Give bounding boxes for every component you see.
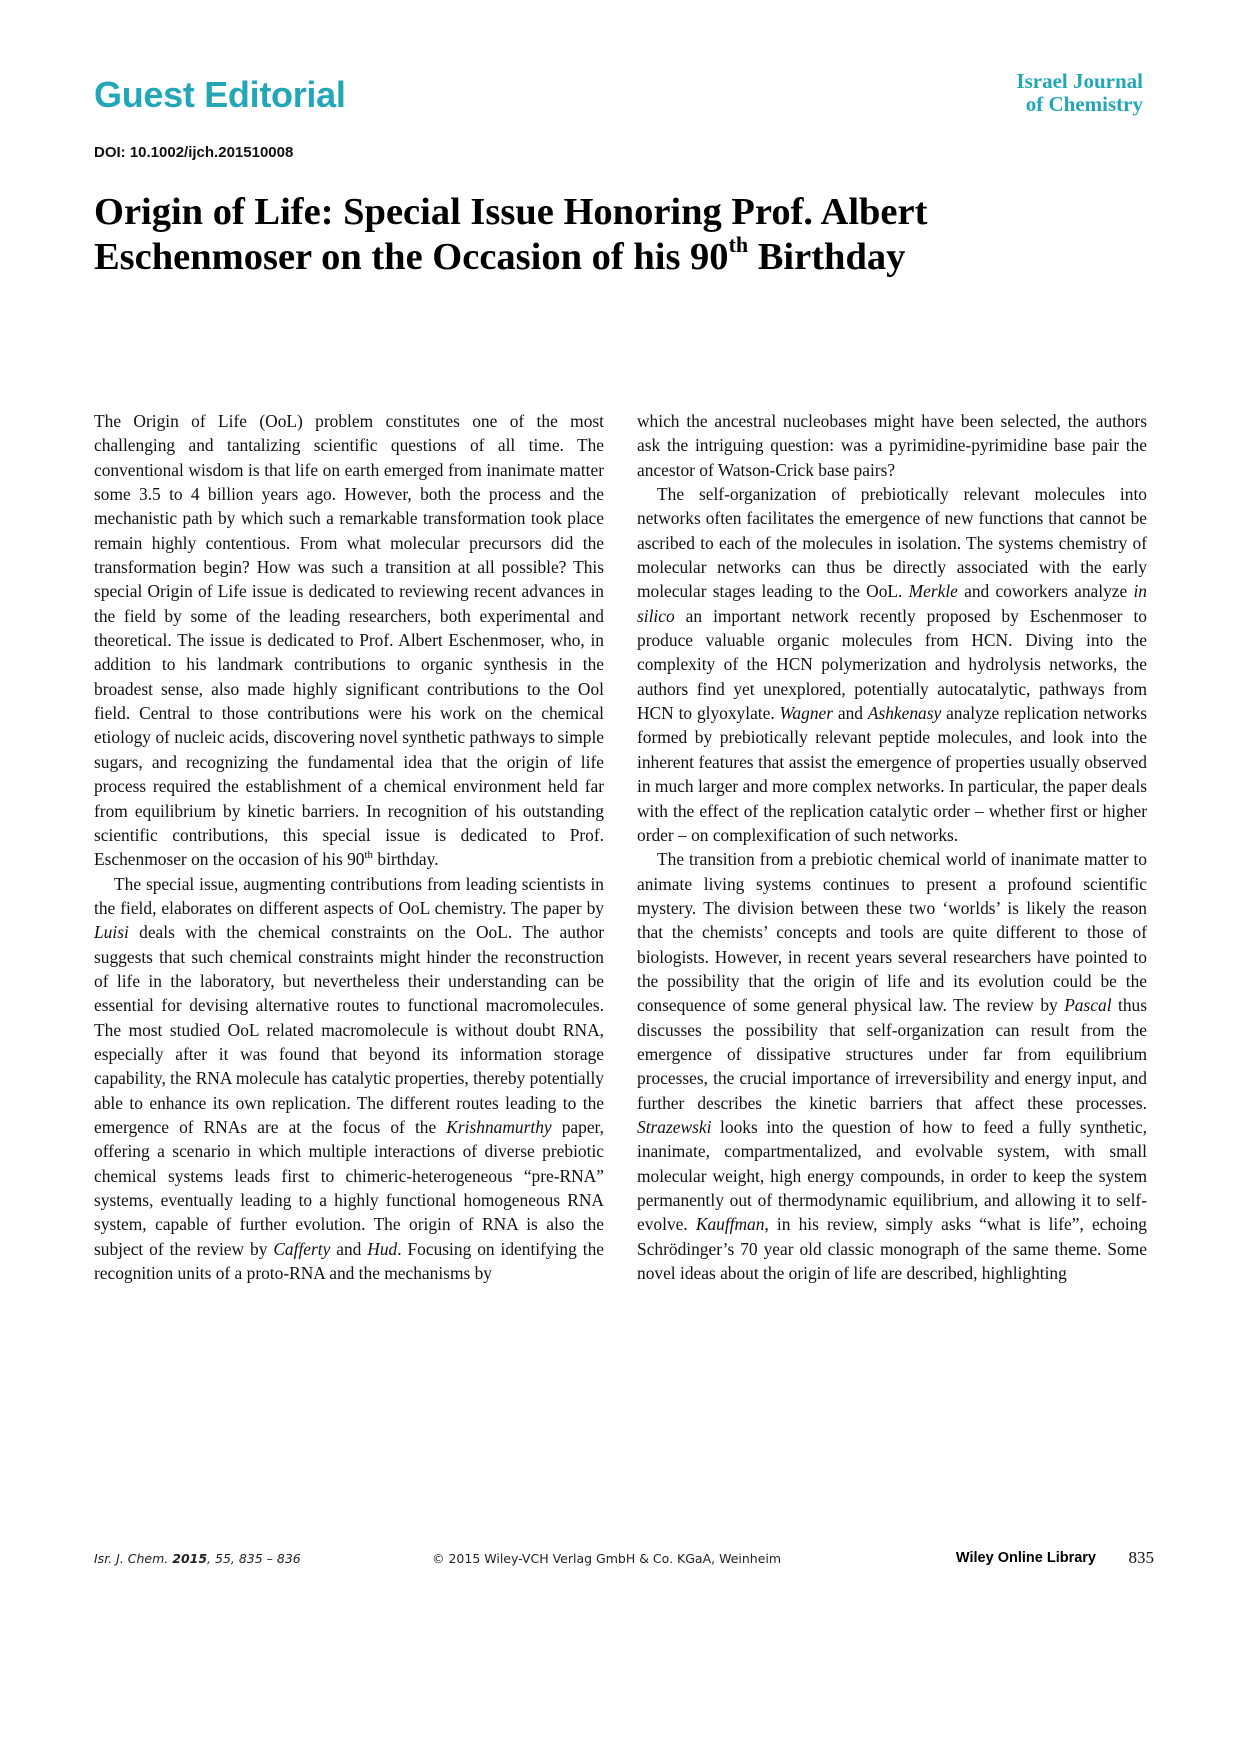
paragraph	[637, 847, 1147, 1285]
citation-pages: , 55, 835 – 836	[207, 1551, 301, 1566]
citation-year: 2015	[172, 1551, 208, 1566]
citation-text: Isr. J. Chem.	[94, 1551, 173, 1566]
journal-name	[1016, 70, 1143, 116]
text: paper, offering a scenario in which multiple interactions of diverse prebiotic chemical systems leads first to chimeric-heterogeneous “pre-RNA” systems, eventually leading to a highly functional homogeneous RNA system, capable of further evolution. The origin of RNA is also the subject of the review by	[94, 1116, 604, 1259]
article-title	[94, 190, 1154, 280]
text: an important network recently proposed by Eschenmoser to produce valuable organic molecules from HCN. Diving into the complexity of the HCN polymerization and hydrolysis networks, the authors find yet unexplored, potentially autocatalytic, pathways from HCN to glyoxylate.	[637, 605, 1147, 724]
author-name: Cafferty	[273, 1238, 331, 1259]
title-superscript: th	[728, 232, 749, 257]
paragraph	[94, 409, 604, 872]
text: The self-organization of prebiotically relevant molecules into networks often facilitates the emergence of new functions that cannot be ascribed to each of the molecules in isolation. The systems chemistry of molecular networks can thus be directly associated with the early molecular stages leading to the OoL.	[637, 484, 1147, 602]
page-footer	[94, 1548, 1154, 1573]
author-name: Kauffman	[695, 1214, 765, 1235]
superscript: th	[364, 849, 374, 862]
page-number: 835	[1128, 1548, 1154, 1567]
text: . Focusing on identifying the recognition units of a proto-RNA and the mechanisms by	[94, 1238, 604, 1284]
text: The transition from a prebiotic chemical world of inanimate matter to animate living systems continues to present a profound scientific mystery. The division between these two ‘worlds’ is likely the reason that the chemists’ concepts and tools are quite different to those of biologists. However, in recent years several researchers have pointed to the possibility that the origin of life and its evolution could be the consequence of some general physical law. The review by	[637, 849, 1147, 1016]
text: thus discusses the possibility that self-organization can result from the emergence of dissipative structures under far from equilibrium processes, the crucial importance of irreversibility and energy input, and further describes the kinetic barriers that affect these processes.	[637, 995, 1147, 1113]
title-text: Origin of Life: Special Issue Honoring Prof. Albert Eschenmoser on the Occasion of his 90	[94, 191, 928, 278]
paragraph	[94, 872, 604, 1286]
text: and coworkers analyze	[957, 581, 1134, 602]
copyright: © 2015 Wiley-VCH Verlag GmbH & Co. KGaA, Weinheim	[432, 1551, 782, 1566]
left-column	[94, 409, 604, 1285]
doi: DOI: 10.1002/ijch.201510008	[94, 144, 294, 161]
text: and	[330, 1238, 368, 1259]
author-name: Pascal	[1064, 995, 1112, 1016]
text: deals with the chemical constraints on the OoL. The author suggests that such chemical constraints might hinder the reconstruction of life in the laboratory, but nevertheless their understanding can be essential for devising alternative routes to functional macromolecules. The most studied OoL related macromolecule is without doubt RNA, especially after it was found that beyond its information storage capability, the RNA molecule has catalytic properties, thereby potentially able to enhance its own replication. The different routes leading to the emergence of RNAs are at the focus of the	[94, 922, 604, 1137]
journal-name-line2: of Chemistry	[1025, 92, 1143, 116]
italic-term: in silico	[637, 581, 1147, 626]
author-name: Hud	[367, 1238, 398, 1259]
author-name: Luisi	[94, 922, 129, 943]
paragraph: which the ancestral nucleobases might have been selected, the authors ask the intriguing question: was a pyrimidine-pyrimidine base pair the ancestor of Watson-Crick base pairs?	[637, 411, 1147, 480]
title-text-end: Birthday	[748, 236, 906, 278]
text: looks into the question of how to feed a fully synthetic, inanimate, compartmentalized, and evolvable system, with small molecular weight, high energy compounds, in order to keep the system permanently out of thermodynamic equilibrium, and allowing it to self-evolve.	[637, 1116, 1147, 1235]
wiley-library-logo: Wiley Online Library	[955, 1550, 1096, 1566]
author-name: Merkle	[908, 581, 958, 602]
author-name: Krishnamurthy	[446, 1116, 552, 1137]
text: The Origin of Life (OoL) problem constitutes one of the most challenging and tantalizing scientific questions of all time. The conventional wisdom is that life on earth emerged from inanimate matter some 3.5 to 4 billion years ago. However, both the process and the mechanistic path by which such a remarkable transformation took place remain highly contentious. From what molecular precursors did the transformation begin? How was such a transition at all possible? This special Origin of Life issue is dedicated to reviewing recent advances in the field by some of the leading researchers, both experimental and theoretical. The issue is dedicated to Prof. Albert Eschenmoser, who, in addition to his landmark contributions to organic synthesis in the broadest sense, also made highly significant contributions to the Ool field. Central to those contributions were his work on the chemical etiology of nucleic acids, discovering novel synthetic pathways to simple sugars, and recognizing the fundamental idea that the origin of life process required the establishment of a chemical environment held far from equilibrium by kinetic barriers. In recognition of his outstanding scientific contributions, this special issue is dedicated to Prof. Eschenmoser on the occasion of his 90	[94, 411, 604, 870]
section-label: Guest Editorial	[94, 74, 346, 115]
author-name: Ashkenasy	[867, 703, 942, 724]
text: analyze replication networks formed by prebiotically relevant peptide molecules, and look into the inherent features that assist the emergence of properties usually observed in much larger and more complex networks. In particular, the paper deals with the effect of the replication catalytic order – whether first or higher order – on complexification of such networks.	[637, 703, 1147, 845]
text: birthday.	[373, 849, 439, 870]
text: , in his review, simply asks “what is life”, echoing Schrödinger’s 70 year old classic monograph of the same theme. Some novel ideas about the origin of life are described, highlighting	[637, 1214, 1147, 1284]
citation	[94, 1551, 301, 1566]
text: and	[833, 703, 868, 724]
author-name: Strazewski	[637, 1116, 712, 1137]
journal-name-line1: Israel Journal	[1016, 69, 1143, 93]
text: The special issue, augmenting contributions from leading scientists in the field, elaborates on different aspects of OoL chemistry. The paper by	[94, 873, 604, 918]
author-name: Wagner	[779, 703, 834, 724]
right-column	[637, 409, 1147, 1285]
paragraph	[637, 482, 1147, 847]
